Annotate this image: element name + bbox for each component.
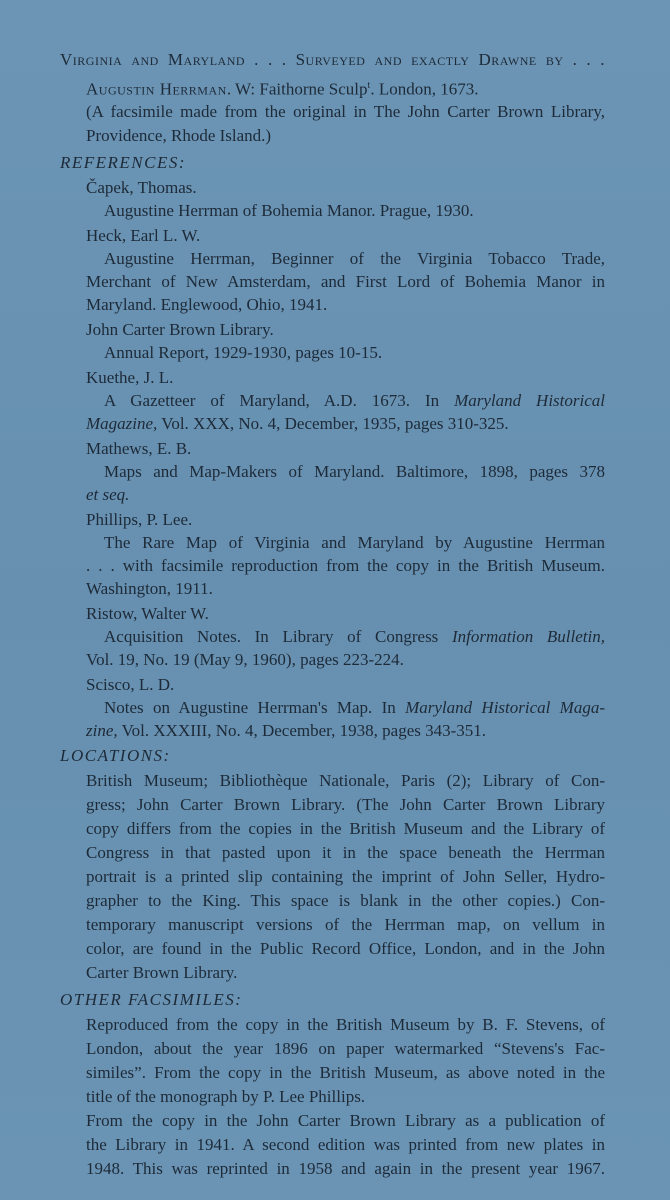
ref-phillips-work-3: Washington, 1911. — [86, 579, 213, 598]
locations-line-3: copy differs from the copies in the British Museum and the Library of — [86, 819, 605, 838]
other-facsimiles-heading: OTHER FACSIMILES: — [60, 990, 243, 1009]
ref-capek-author: Čapek, Thomas. — [86, 178, 197, 197]
ref-ristow-work-2: Vol. 19, No. 19 (May 9, 1960), pages 223-224. — [86, 650, 404, 669]
ref-phillips-work-1: The Rare Map of Virginia and Maryland by Augustine Herrman — [104, 533, 605, 552]
locations-line-9: Carter Brown Library. — [86, 963, 238, 982]
references-heading: REFERENCES: — [60, 153, 187, 172]
header-facsimile-note: (A facsimile made from the original in The John Carter Brown Library, — [86, 102, 605, 121]
header-title-line: Virginia and Maryland . . . Surveyed and exactly Drawne by . . . — [60, 50, 605, 69]
ref-capek-work: Augustine Herrman of Bohemia Manor. Prague, 1930. — [104, 201, 474, 220]
ref-scisco-work-2: zine, Vol. XXXIII, No. 4, December, 1938, pages 343-351. — [86, 721, 487, 740]
header-author-line: Augustin Herrman. W: Faithorne Sculp$^t$. London, 1673. — [86, 79, 479, 99]
locations-line-5: portrait is a printed slip containing the imprint of John Seller, Hydro- — [86, 867, 605, 886]
locations-line-2: gress; John Carter Brown Library. (The John Carter Brown Library — [86, 795, 605, 814]
other-p2-line-1: From the copy in the John Carter Brown Library as a publication of — [86, 1111, 605, 1130]
locations-line-7: temporary manuscript versions of the Herrman map, on vellum in — [86, 915, 605, 934]
ref-heck-work-1: Augustine Herrman, Beginner of the Virginia Tobacco Trade, — [104, 249, 605, 268]
ref-heck-work-3: Maryland. Englewood, Ohio, 1941. — [86, 295, 328, 314]
ref-scisco-work-1: Notes on Augustine Herrman's Map. In Maryland Historical Maga- — [104, 698, 605, 717]
ref-mathews-author: Mathews, E. B. — [86, 439, 192, 458]
ref-kuethe-work-2: Magazine, Vol. XXX, No. 4, December, 1935, pages 310-325. — [86, 414, 509, 433]
ref-scisco-author: Scisco, L. D. — [86, 675, 175, 694]
ref-kuethe-author: Kuethe, J. L. — [86, 368, 174, 387]
other-p1-line-2: London, about the year 1896 on paper watermarked “Stevens's Fac- — [86, 1039, 605, 1058]
other-p2-line-3: 1948. This was reprinted in 1958 and again in the present year 1967. — [86, 1159, 605, 1178]
ref-mathews-work-1: Maps and Map-Makers of Maryland. Baltimore, 1898, pages 378 — [104, 462, 605, 481]
locations-line-4: Congress in that pasted upon it in the space beneath the Herrman — [86, 843, 605, 862]
ref-heck-author: Heck, Earl L. W. — [86, 226, 201, 245]
ref-jcb-work: Annual Report, 1929-1930, pages 10-15. — [104, 343, 383, 362]
ref-phillips-author: Phillips, P. Lee. — [86, 510, 193, 529]
locations-line-8: color, are found in the Public Record Office, London, and in the John — [86, 939, 605, 958]
other-p2-line-2: the Library in 1941. A second edition was printed from new plates in — [86, 1135, 605, 1154]
ref-ristow-work-1: Acquisition Notes. In Library of Congress Information Bulletin, — [104, 627, 605, 646]
ref-phillips-work-2: . . . with facsimile reproduction from the copy in the British Museum. — [86, 556, 605, 575]
locations-heading: LOCATIONS: — [60, 746, 171, 765]
locations-line-1: British Museum; Bibliothèque Nationale, Paris (2); Library of Con- — [86, 771, 605, 790]
ref-jcb-author: John Carter Brown Library. — [86, 320, 274, 339]
locations-line-6: grapher to the King. This space is blank in the other copies.) Con- — [86, 891, 605, 910]
other-p1-line-3: similes”. From the copy in the British Museum, as above noted in the — [86, 1063, 605, 1082]
header-facsimile-note-cont: Providence, Rhode Island.) — [86, 126, 272, 145]
other-p1-line-4: title of the monograph by P. Lee Phillips. — [86, 1087, 366, 1106]
ref-ristow-author: Ristow, Walter W. — [86, 604, 209, 623]
ref-heck-work-2: Merchant of New Amsterdam, and First Lord of Bohemia Manor in — [86, 272, 605, 291]
ref-kuethe-work-1: A Gazetteer of Maryland, A.D. 1673. In Maryland Historical — [104, 391, 605, 410]
author-name: Augustin Herrman — [86, 79, 227, 99]
ref-mathews-work-2: et seq. — [86, 485, 130, 504]
other-p1-line-1: Reproduced from the copy in the British Museum by B. F. Stevens, of — [86, 1015, 605, 1034]
